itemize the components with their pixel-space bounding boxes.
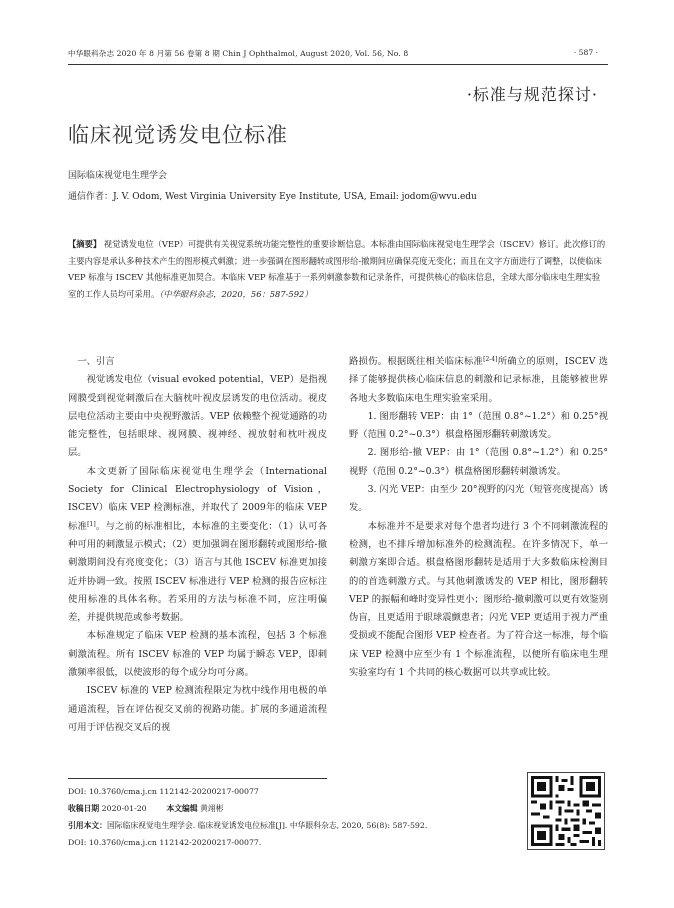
- doi-line-2: DOI: 10.3760/cma.j.cn 112142-20200217-00077.: [68, 838, 262, 847]
- paragraph: [349, 353, 608, 408]
- paragraph-text: 。与之前的标准相比，本标准的主要变化：（1）认可各种可用的刺激显示模式；（2）更加强调在图形翻转或图形给-撤刺激期间没有亮度变化；（3）语言与其他 ISCEV 标准更加接近并协调一致。按照 ISCEV 标准进行 VEP 检测的报告应标注使用标准的具体名称。若采用的方法与标准不同，应注明偏差，并提供规范或参考数据。: [68, 520, 327, 624]
- paragraph: 本标准规定了临床 VEP 检测的基本流程，包括 3 个标准刺激流程。所有 ISCEV 标准的 VEP 均属于瞬态 VEP，即刺激频率很低，以使波形的每个成分均可分离。: [68, 630, 327, 679]
- paragraph-text: 本文更新了国际临床视觉电生理学会（International Society for Clinical Electrophysiology of Vision，ISCEV）临床 VEP 检测标准，并取代了 2009年的临床 VEP 标准: [68, 465, 327, 532]
- cite-text: 国际临床视觉电生理学会. 临床视觉诱发电位标准[J]. 中华眼科杂志, 2020, 56(8): 587-592.: [106, 821, 428, 830]
- paragraph-text: 路损伤。根据既往相关临床标准: [349, 356, 484, 367]
- corresponding-author: 通信作者：J. V. Odom, West Virginia University Eye Institute, USA, Email: jodom@wvu.edu: [68, 192, 477, 202]
- cite-line: [68, 818, 523, 833]
- header-rule: [68, 64, 608, 65]
- received-date: 2020-01-20: [101, 804, 147, 813]
- abstract: [68, 236, 608, 302]
- left-column: [68, 353, 327, 737]
- received-label: 收稿日期: [68, 804, 100, 813]
- qr-code-icon: [527, 772, 605, 850]
- abstract-citation: （中华眼科杂志，2020，56：587-592）: [159, 288, 313, 299]
- footnote-rule: [68, 778, 327, 779]
- reference-marker: [2-4]: [483, 356, 498, 363]
- section-heading-intro: 一、引言: [77, 356, 115, 367]
- article-title: 临床视觉诱发电位标准: [68, 123, 288, 147]
- abstract-text: 视觉诱发电位（VEP）可提供有关视觉系统功能完整性的重要诊断信息。本标准由国际临床视觉电生理学会（ISCEV）修订。此次修订的主要内容是承认多种技术产生的图形模式刺激；进一步强调在图形翻转或图形给-撤期间应确保亮度无变化；而且在文字方面进行了调整，以使临床 VEP 标准与 ISCEV 其他标准更加契合。本临床 VEP 标准基于一系列刺激参数和记录条件，可提供核心的临床信息，全球大部分临床电生理实验室的工作人员均可采用。: [68, 239, 606, 299]
- section-tag: ·标准与规范探讨·: [466, 85, 598, 104]
- list-item: 2. 图形给-撤 VEP：由 1°（范围 0.8°~1.2°）和 0.25°视野（范围 0.2°~0.3°）棋盘格图形翻转刺激诱发。: [349, 447, 608, 477]
- editor-name: 黄翊彬: [200, 804, 224, 813]
- right-column: [349, 353, 608, 682]
- received-line: [68, 801, 518, 816]
- reference-marker: [1]: [87, 520, 96, 528]
- cite-label: 引用本文：: [68, 821, 107, 830]
- doi-line: DOI: 10.3760/cma.j.cn 112142-20200217-00077: [68, 787, 259, 796]
- paragraph: 视觉诱发电位（visual evoked potential，VEP）是指视网膜受到视觉刺激后在大脑枕叶视皮层诱发的电位活动。视皮层电位活动主要由中央视野激活。VEP 依赖整个视觉通路的功能完整性，包括眼球、视网膜、视神经、视放射和枕叶视皮层。: [68, 374, 327, 459]
- paragraph-text: 所确立的原则，ISCEV 选择了能够提供核心临床信息的刺激和记录标准，且能够被世界各地大多数临床电生理实验室采用。: [349, 356, 608, 404]
- running-header-left: 中华眼科杂志 2020 年 8 月第 56 卷第 8 期 Chin J Ophthalmol, August 2020, Vol. 56, No. 8: [68, 49, 409, 58]
- list-item: 3. 闪光 VEP：由至少 20°视野的闪光（短管亮度提高）诱发。: [349, 484, 608, 514]
- affiliation: 国际临床视觉电生理学会: [68, 171, 168, 181]
- paragraph: ISCEV 标准的 VEP 检测流程限定为枕中线作用电极的单通道流程，旨在评估视交叉前的视路功能。扩展的多通道流程可用于评估视交叉后的视: [68, 685, 327, 733]
- list-item: 1. 图形翻转 VEP：由 1°（范围 0.8°~1.2°）和 0.25°视野（范围 0.2°~0.3°）棋盘格图形翻转刺激诱发。: [349, 410, 608, 441]
- paragraph: [68, 463, 327, 628]
- page-number: · 587 ·: [573, 48, 598, 57]
- paragraph: 本标准并不是要求对每个患者均进行 3 个不同刺激流程的检测，也不排斥增加标准外的检测流程。在许多情况下，单一刺激方案即合适。棋盘格图形翻转是适用于大多数临床检测目的的首选刺激方式。与其他刺激诱发的 VEP 相比，图形翻转 VEP 的振幅和峰时变异性更小；图形给-撤刺激可以更有效鉴别伪盲，且更适用于眼球震颤患者；闪光 VEP 更适用于视力严重受损或不能配合图形 VEP 检查者。为了符合这一标准，每个临床 VEP 检测中应至少有 1 个标准流程，以便所有临床电生理实验室均有 1 个共同的核心数据可以共享或比较。: [349, 520, 608, 679]
- editor-label: 本文编辑: [166, 804, 198, 813]
- abstract-label: 【摘要】: [68, 239, 102, 249]
